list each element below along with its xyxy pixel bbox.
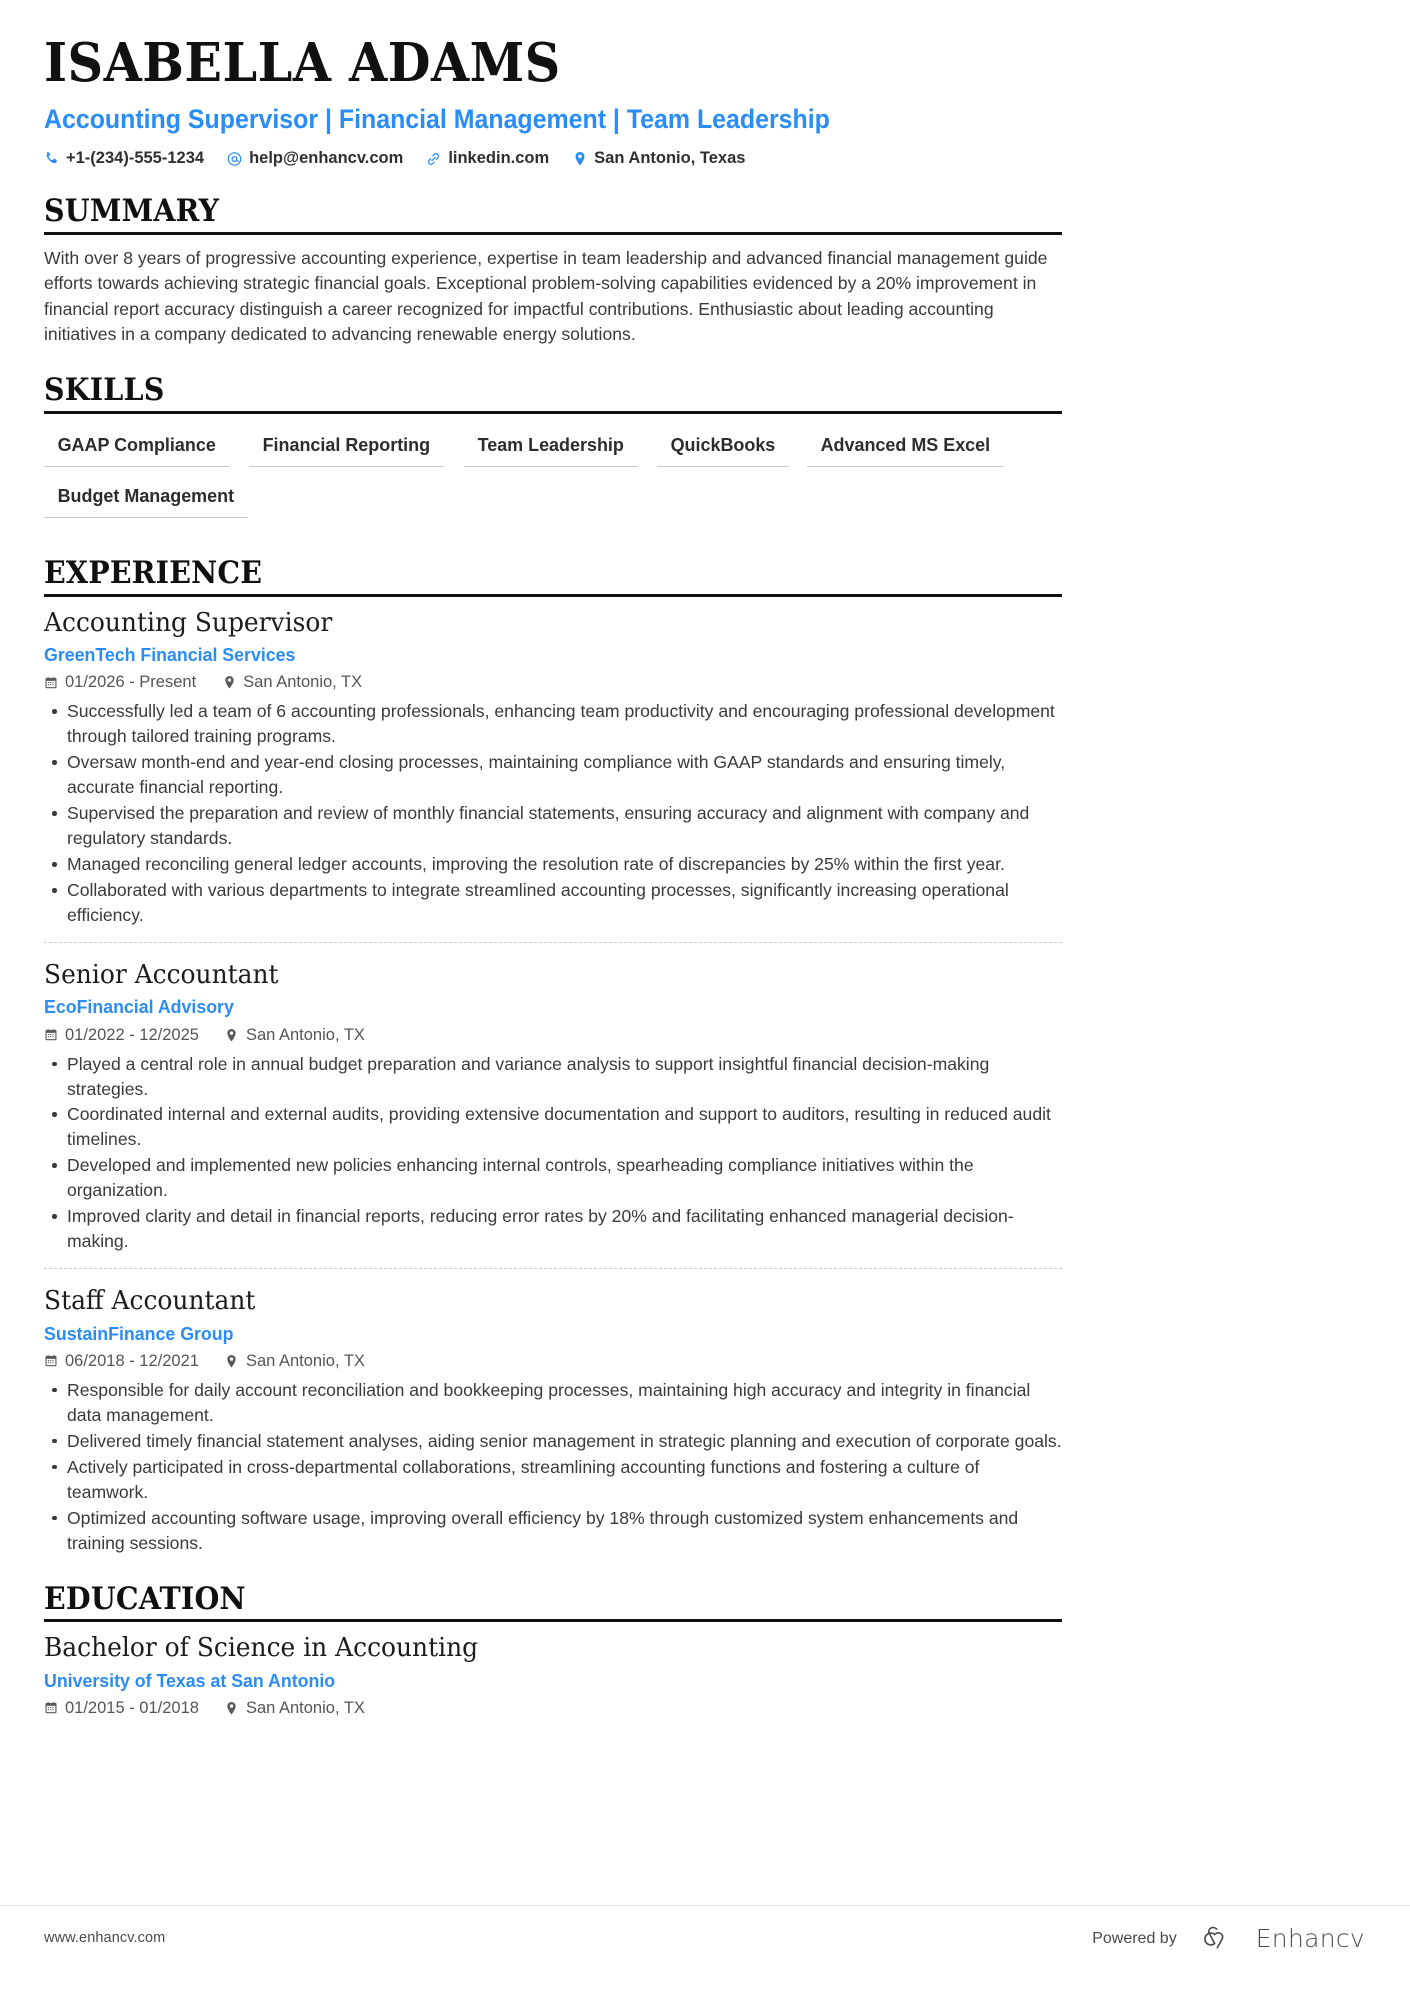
education-meta — [44, 1699, 1062, 1718]
resume-header — [44, 32, 1062, 168]
education-dates-text: 01/2015 - 01/2018 — [65, 1698, 199, 1717]
contact-linkedin[interactable] — [426, 149, 549, 168]
location-pin-icon — [222, 675, 236, 690]
job-meta — [44, 1026, 1062, 1045]
skill-chip: QuickBooks — [657, 428, 789, 467]
contact-linkedin-text: linkedin.com — [448, 149, 550, 168]
job-bullets — [44, 1378, 1062, 1556]
resume-content — [44, 0, 1062, 1718]
enhancv-wordmark: Enhancv — [1255, 1924, 1365, 1953]
experience-entry — [44, 1268, 1062, 1555]
contact-location-text: San Antonio, Texas — [594, 149, 746, 168]
job-meta — [44, 1352, 1062, 1371]
bullet-item: Coordinated internal and external audits, providing extensive documentation and support to auditors, resulting in reduced audit timelines. — [44, 1102, 1062, 1152]
job-location-text: San Antonio, TX — [245, 1351, 365, 1370]
company-name[interactable]: EcoFinancial Advisory — [44, 996, 234, 1018]
summary-text: With over 8 years of progressive accounting experience, expertise in team leadership and advanced financial management guide efforts towards achieving strategic financial goals. Exceptional problem-solving capabilities evidenced by a 20% improvement in financial report accuracy distinguish a career recognized for impactful contributions. Enthusiastic about leading accounting initiatives in a company dedicated to advancing renewable energy solutions. — [44, 248, 1048, 345]
bullet-item: Improved clarity and detail in financial reports, reducing error rates by 20% and facilitating enhanced managerial decision-making. — [44, 1204, 1062, 1254]
job-dates — [44, 673, 196, 692]
job-location — [225, 1352, 365, 1371]
location-pin-icon — [225, 1028, 239, 1043]
contact-phone-text: +1-(234)-555-1234 — [66, 149, 205, 168]
education-location-text: San Antonio, TX — [245, 1698, 365, 1717]
experience-section — [44, 556, 1062, 1555]
education-entry — [44, 1622, 1062, 1717]
footer-website-url[interactable]: www.enhancv.com — [44, 1930, 166, 1946]
calendar-icon — [44, 1354, 58, 1369]
bullet-item: Collaborated with various departments to integrate streamlined accounting processes, significantly increasing operational efficiency. — [44, 878, 1062, 928]
contact-location — [572, 149, 745, 168]
section-divider — [44, 232, 1062, 235]
skill-chip: Financial Reporting — [249, 428, 444, 467]
bullet-item: Actively participated in cross-departmental collaborations, streamlining accounting functions and fostering a culture of teamwork. — [44, 1455, 1062, 1505]
job-dates-text: 01/2022 - 12/2025 — [65, 1025, 199, 1044]
bullet-item: Delivered timely financial statement analyses, aiding senior management in strategic planning and execution of corporate goals. — [44, 1429, 1062, 1454]
job-bullets — [44, 1052, 1062, 1255]
bullet-item: Optimized accounting software usage, improving overall efficiency by 18% through customized system enhancements and training sessions. — [44, 1506, 1062, 1556]
bullet-item: Played a central role in annual budget preparation and variance analysis to support insightful financial decision-making strategies. — [44, 1052, 1062, 1102]
powered-by-label: Powered by — [1092, 1929, 1177, 1947]
calendar-icon — [44, 675, 58, 690]
contact-email-text: help@enhancv.com — [249, 149, 404, 168]
job-location — [225, 1026, 365, 1045]
education-section-title: EDUCATION — [44, 1580, 246, 1617]
job-title: Accounting Supervisor — [44, 606, 333, 638]
section-divider — [44, 411, 1062, 414]
skills-list — [44, 428, 1062, 530]
email-at-icon — [227, 151, 242, 167]
education-section — [44, 1582, 1062, 1718]
page-footer — [0, 1905, 1410, 1995]
candidate-name: ISABELLA ADAMS — [44, 32, 561, 94]
job-title: Staff Accountant — [44, 1285, 256, 1317]
skill-chip: Team Leadership — [464, 428, 637, 467]
skill-chip: Budget Management — [44, 479, 248, 518]
job-title: Senior Accountant — [44, 959, 279, 991]
summary-section — [44, 194, 1062, 347]
bullet-item: Developed and implemented new policies enhancing internal controls, spearheading compliance initiatives within the organization. — [44, 1153, 1062, 1203]
company-name[interactable]: SustainFinance Group — [44, 1322, 234, 1344]
degree-title: Bachelor of Science in Accounting — [44, 1632, 479, 1664]
school-name[interactable]: University of Texas at San Antonio — [44, 1669, 336, 1691]
phone-icon — [44, 151, 59, 167]
job-dates — [44, 1352, 199, 1371]
job-location-text: San Antonio, TX — [243, 673, 363, 692]
link-icon — [426, 151, 441, 167]
job-dates-text: 01/2026 - Present — [65, 673, 197, 692]
company-name[interactable]: GreenTech Financial Services — [44, 644, 296, 666]
experience-section-title: EXPERIENCE — [44, 555, 263, 592]
footer-brand — [1092, 1924, 1365, 1953]
education-dates — [44, 1699, 199, 1718]
location-pin-icon — [572, 151, 587, 167]
calendar-icon — [44, 1028, 58, 1043]
job-location-text: San Antonio, TX — [245, 1025, 365, 1044]
job-meta — [44, 673, 1062, 692]
experience-entry — [44, 597, 1062, 928]
summary-section-title: SUMMARY — [44, 193, 220, 230]
job-location — [222, 673, 362, 692]
contact-row — [44, 149, 1062, 168]
bullet-item: Supervised the preparation and review of monthly financial statements, ensuring accuracy and alignment with company and regulatory standards. — [44, 801, 1062, 851]
skill-chip: Advanced MS Excel — [807, 428, 1004, 467]
job-dates-text: 06/2018 - 12/2021 — [65, 1351, 199, 1370]
contact-phone[interactable] — [44, 149, 204, 168]
bullet-item: Successfully led a team of 6 accounting professionals, enhancing team productivity and encouraging professional development through tailored training programs. — [44, 699, 1062, 749]
calendar-icon — [44, 1701, 58, 1716]
education-location — [225, 1699, 365, 1718]
bullet-item: Oversaw month-end and year-end closing processes, maintaining compliance with GAAP standards and ensuring timely, accurate financial reporting. — [44, 750, 1062, 800]
skills-section — [44, 373, 1062, 530]
candidate-headline: Accounting Supervisor | Financial Management | Team Leadership — [44, 103, 830, 134]
skill-chip: GAAP Compliance — [44, 428, 229, 467]
location-pin-icon — [225, 1701, 239, 1716]
bullet-item: Managed reconciling general ledger accounts, improving the resolution rate of discrepancies by 25% within the first year. — [44, 852, 1062, 877]
location-pin-icon — [225, 1354, 239, 1369]
bullet-item: Responsible for daily account reconciliation and bookkeeping processes, maintaining high accuracy and integrity in financial data management. — [44, 1378, 1062, 1428]
skills-section-title: SKILLS — [44, 372, 165, 409]
experience-entry — [44, 942, 1062, 1254]
enhancv-logo — [1195, 1924, 1365, 1953]
job-bullets — [44, 699, 1062, 928]
job-dates — [44, 1026, 199, 1045]
contact-email[interactable] — [227, 149, 403, 168]
